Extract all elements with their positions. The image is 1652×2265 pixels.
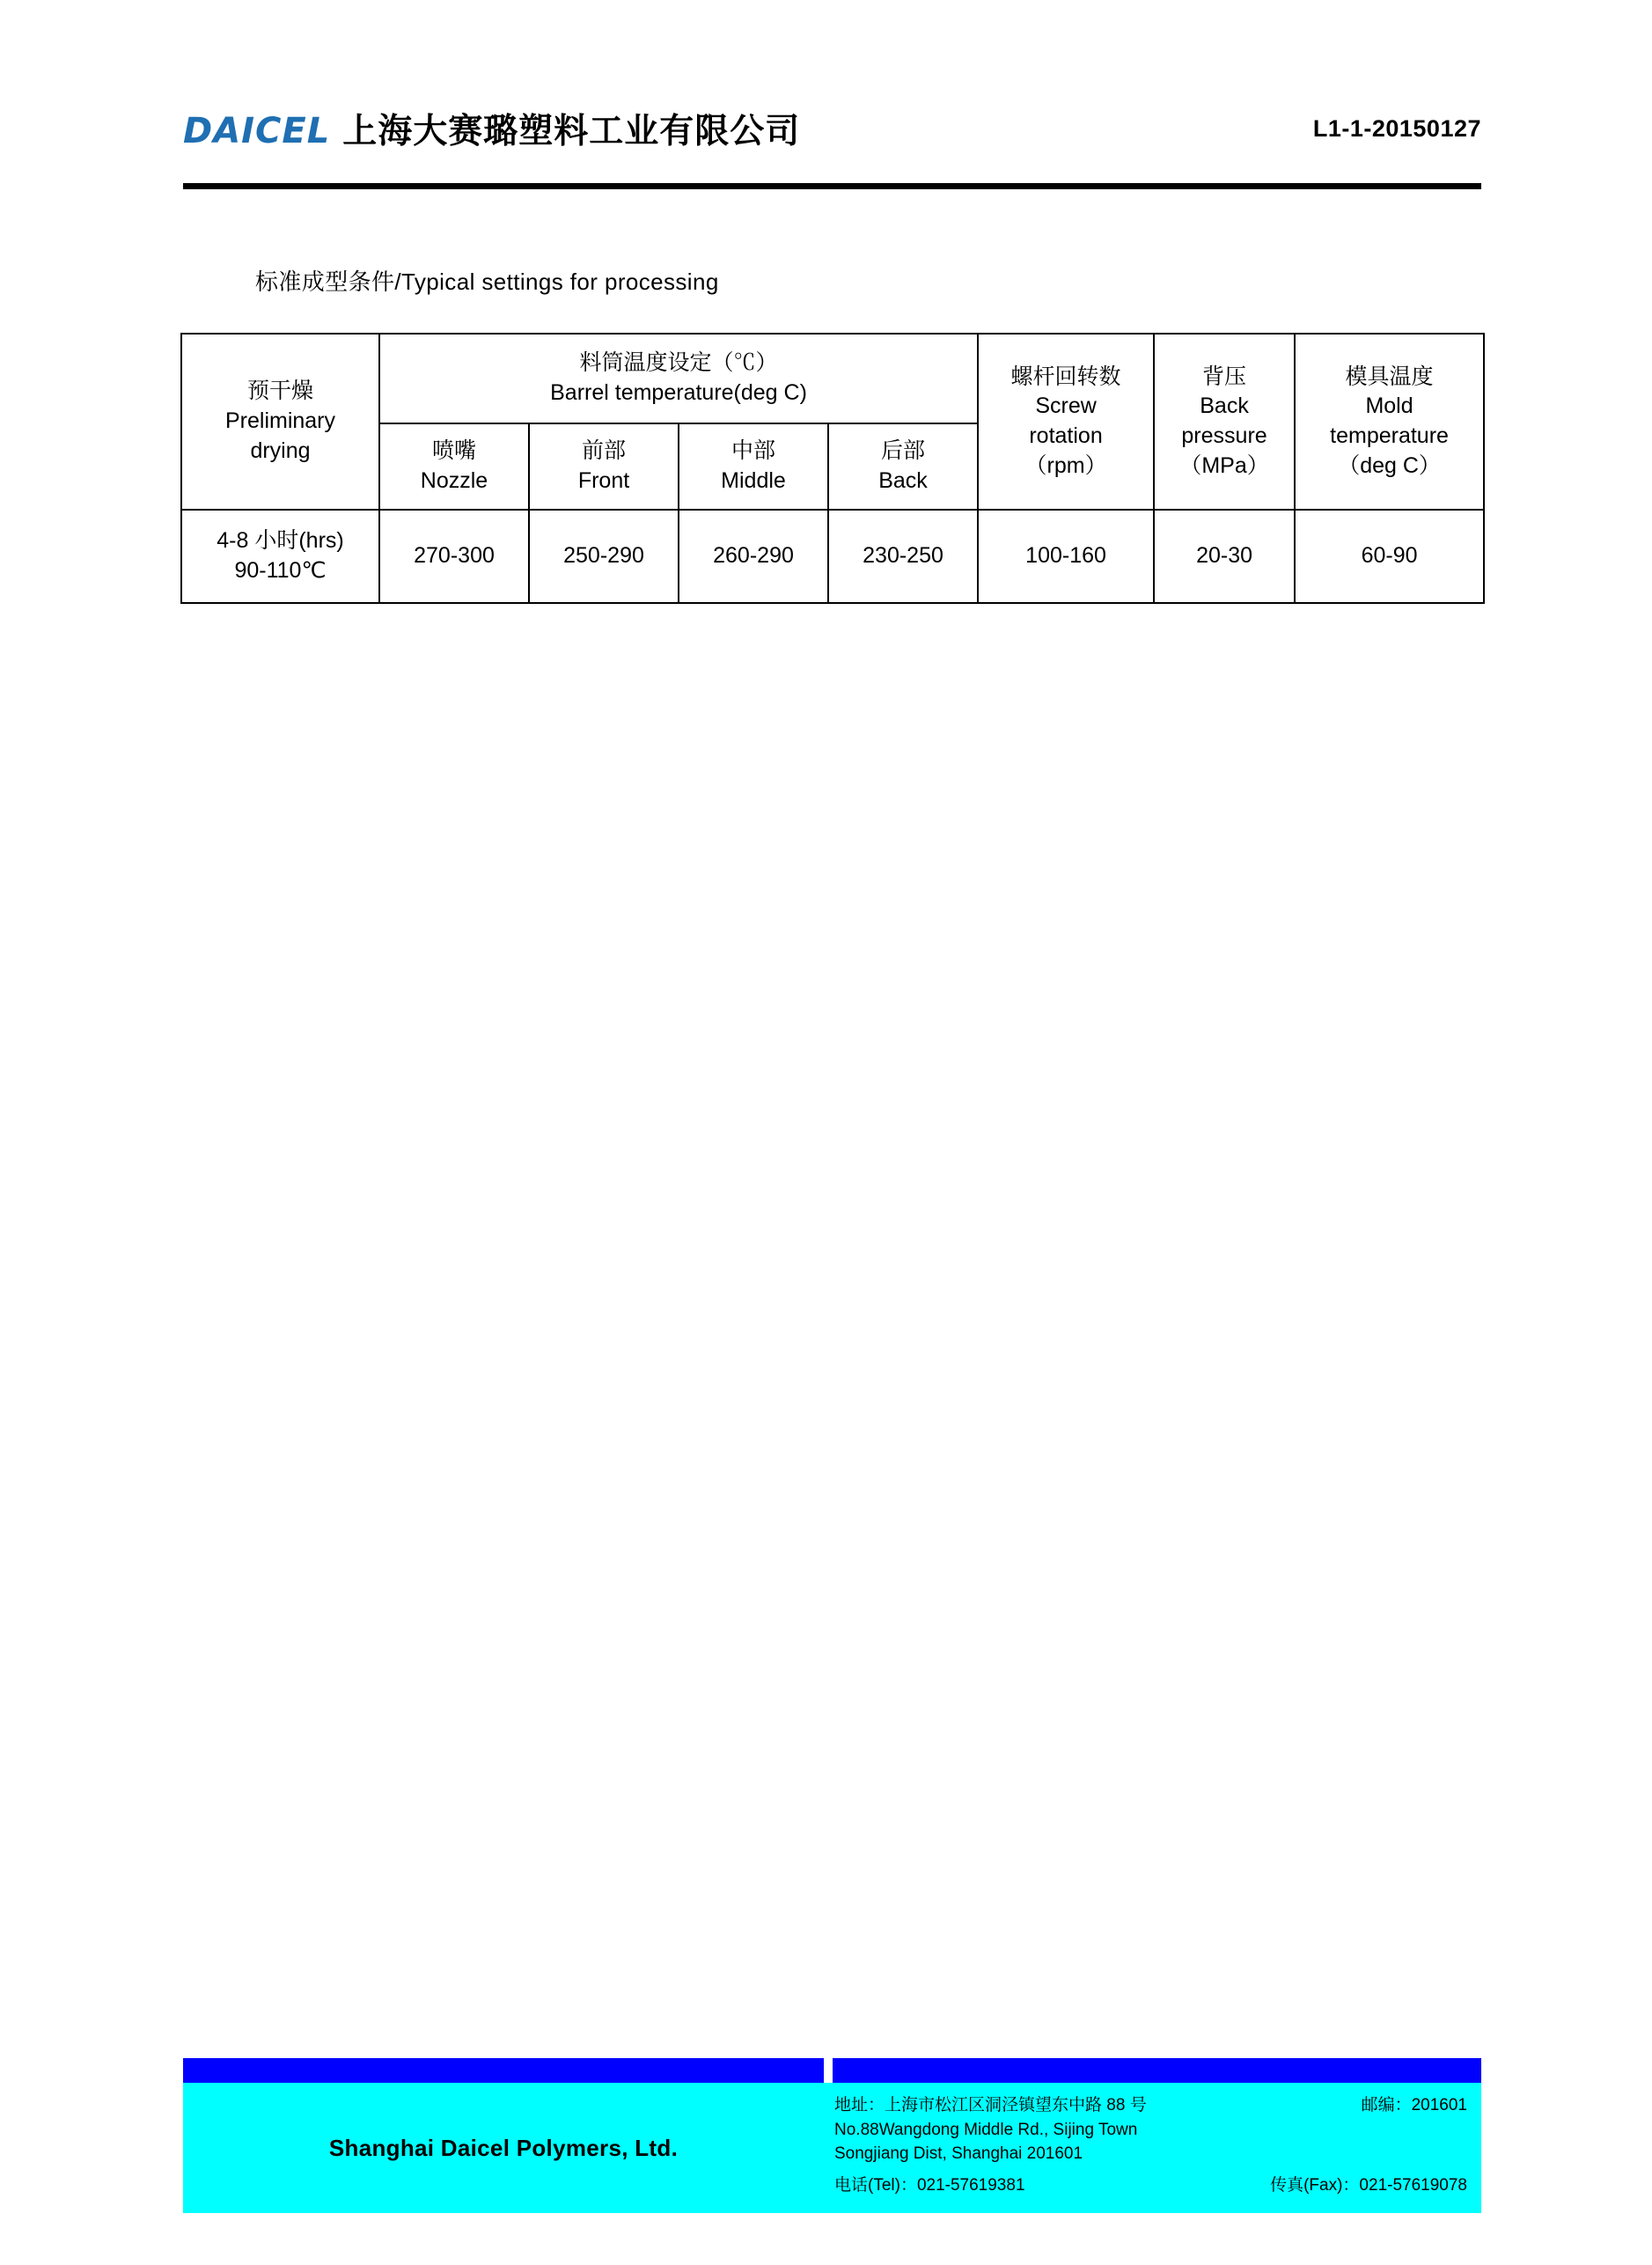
page-footer — [183, 2058, 1481, 2213]
footer-address-en-1: No.88Wangdong Middle Rd., Sijing Town — [834, 2120, 1138, 2139]
footer-tel-row — [834, 2173, 1467, 2198]
footer-telephone: 电话(Tel)：021-57619381 — [834, 2175, 1025, 2195]
header-front-cn: 前部 — [581, 438, 626, 464]
header-screw-unit: （rpm） — [1024, 452, 1107, 478]
header-left-group — [183, 104, 800, 153]
footer-bar-left — [183, 2058, 824, 2083]
header-screw-rotation — [978, 334, 1154, 510]
header-middle-cn: 中部 — [731, 438, 775, 464]
header-nozzle-en: Nozzle — [420, 468, 488, 493]
header-screw-en2: rotation — [1029, 423, 1103, 448]
header-bp-unit: （MPa） — [1179, 452, 1269, 478]
header-back-cn: 后部 — [881, 438, 926, 464]
value-middle: 260-290 — [679, 510, 828, 603]
header-mold-unit: （deg C） — [1338, 452, 1441, 478]
value-front: 250-290 — [529, 510, 679, 603]
section-title: 标准成型条件/Typical settings for processing — [255, 268, 719, 295]
header-mold-en1: Mold — [1365, 393, 1413, 419]
daicel-logo: DAICEL — [183, 111, 331, 151]
footer-address-en-2: Songjiang Dist, Shanghai 201601 — [834, 2144, 1083, 2164]
value-drying-time: 4-8 小时(hrs) — [217, 528, 344, 554]
footer-bar-right — [833, 2058, 1481, 2083]
page-header — [183, 104, 1481, 153]
header-nozzle-cn: 喷嘴 — [431, 438, 476, 464]
value-back-pressure: 20-30 — [1154, 510, 1295, 603]
footer-company-block — [183, 2083, 824, 2213]
footer-top-bar — [183, 2058, 1481, 2083]
header-middle-en: Middle — [721, 468, 786, 493]
header-mold-temperature — [1295, 334, 1484, 510]
header-drying-cn: 预干燥 — [246, 379, 313, 404]
table-row — [181, 510, 1484, 603]
header-preliminary-drying — [181, 334, 379, 510]
header-back-en: Back — [878, 468, 928, 493]
header-front — [529, 423, 679, 510]
footer-bar-gap — [824, 2058, 833, 2083]
header-bp-cn: 背压 — [1202, 364, 1247, 389]
company-name-chinese: 上海大赛璐塑料工业有限公司 — [342, 113, 801, 151]
value-preliminary-drying — [181, 510, 379, 603]
value-back: 230-250 — [828, 510, 978, 603]
header-back — [828, 423, 978, 510]
header-mold-cn: 模具温度 — [1345, 364, 1434, 389]
value-nozzle: 270-300 — [379, 510, 529, 603]
header-front-en: Front — [577, 468, 630, 493]
header-nozzle — [379, 423, 529, 510]
header-back-pressure — [1154, 334, 1295, 510]
header-drying-en2: drying — [250, 438, 311, 463]
footer-fax: 传真(Fax)：021-57619078 — [1270, 2175, 1467, 2195]
header-bp-en1: Back — [1200, 393, 1249, 419]
footer-content — [183, 2083, 1481, 2213]
document-code: L1-1-20150127 — [1312, 114, 1481, 142]
table-header-row-1 — [181, 334, 1484, 423]
header-bp-en2: pressure — [1181, 423, 1267, 448]
value-mold-temperature: 60-90 — [1295, 510, 1484, 603]
header-barrel-temperature — [379, 334, 978, 423]
header-drying-en1: Preliminary — [224, 408, 336, 434]
footer-postcode: 邮编：201601 — [1361, 2096, 1467, 2114]
header-barrel-cn: 料筒温度设定（℃） — [579, 350, 778, 376]
footer-contact-block — [824, 2083, 1481, 2213]
value-drying-temp: 90-110℃ — [234, 558, 327, 583]
processing-settings-table — [180, 333, 1483, 604]
header-barrel-en: Barrel temperature(deg C) — [550, 380, 807, 405]
company-name-english: Shanghai Daicel Polymers, Ltd. — [328, 2134, 679, 2161]
value-screw-rotation: 100-160 — [978, 510, 1154, 603]
header-screw-cn: 螺杆回转数 — [1010, 364, 1121, 389]
header-mold-en2: temperature — [1330, 423, 1449, 448]
footer-address-cn: 地址：上海市松江区洞泾镇望东中路 88 号 — [834, 2096, 1147, 2114]
header-middle — [679, 423, 828, 510]
header-divider — [183, 183, 1481, 189]
footer-address-row — [834, 2093, 1467, 2118]
header-screw-en1: Screw — [1035, 393, 1097, 419]
